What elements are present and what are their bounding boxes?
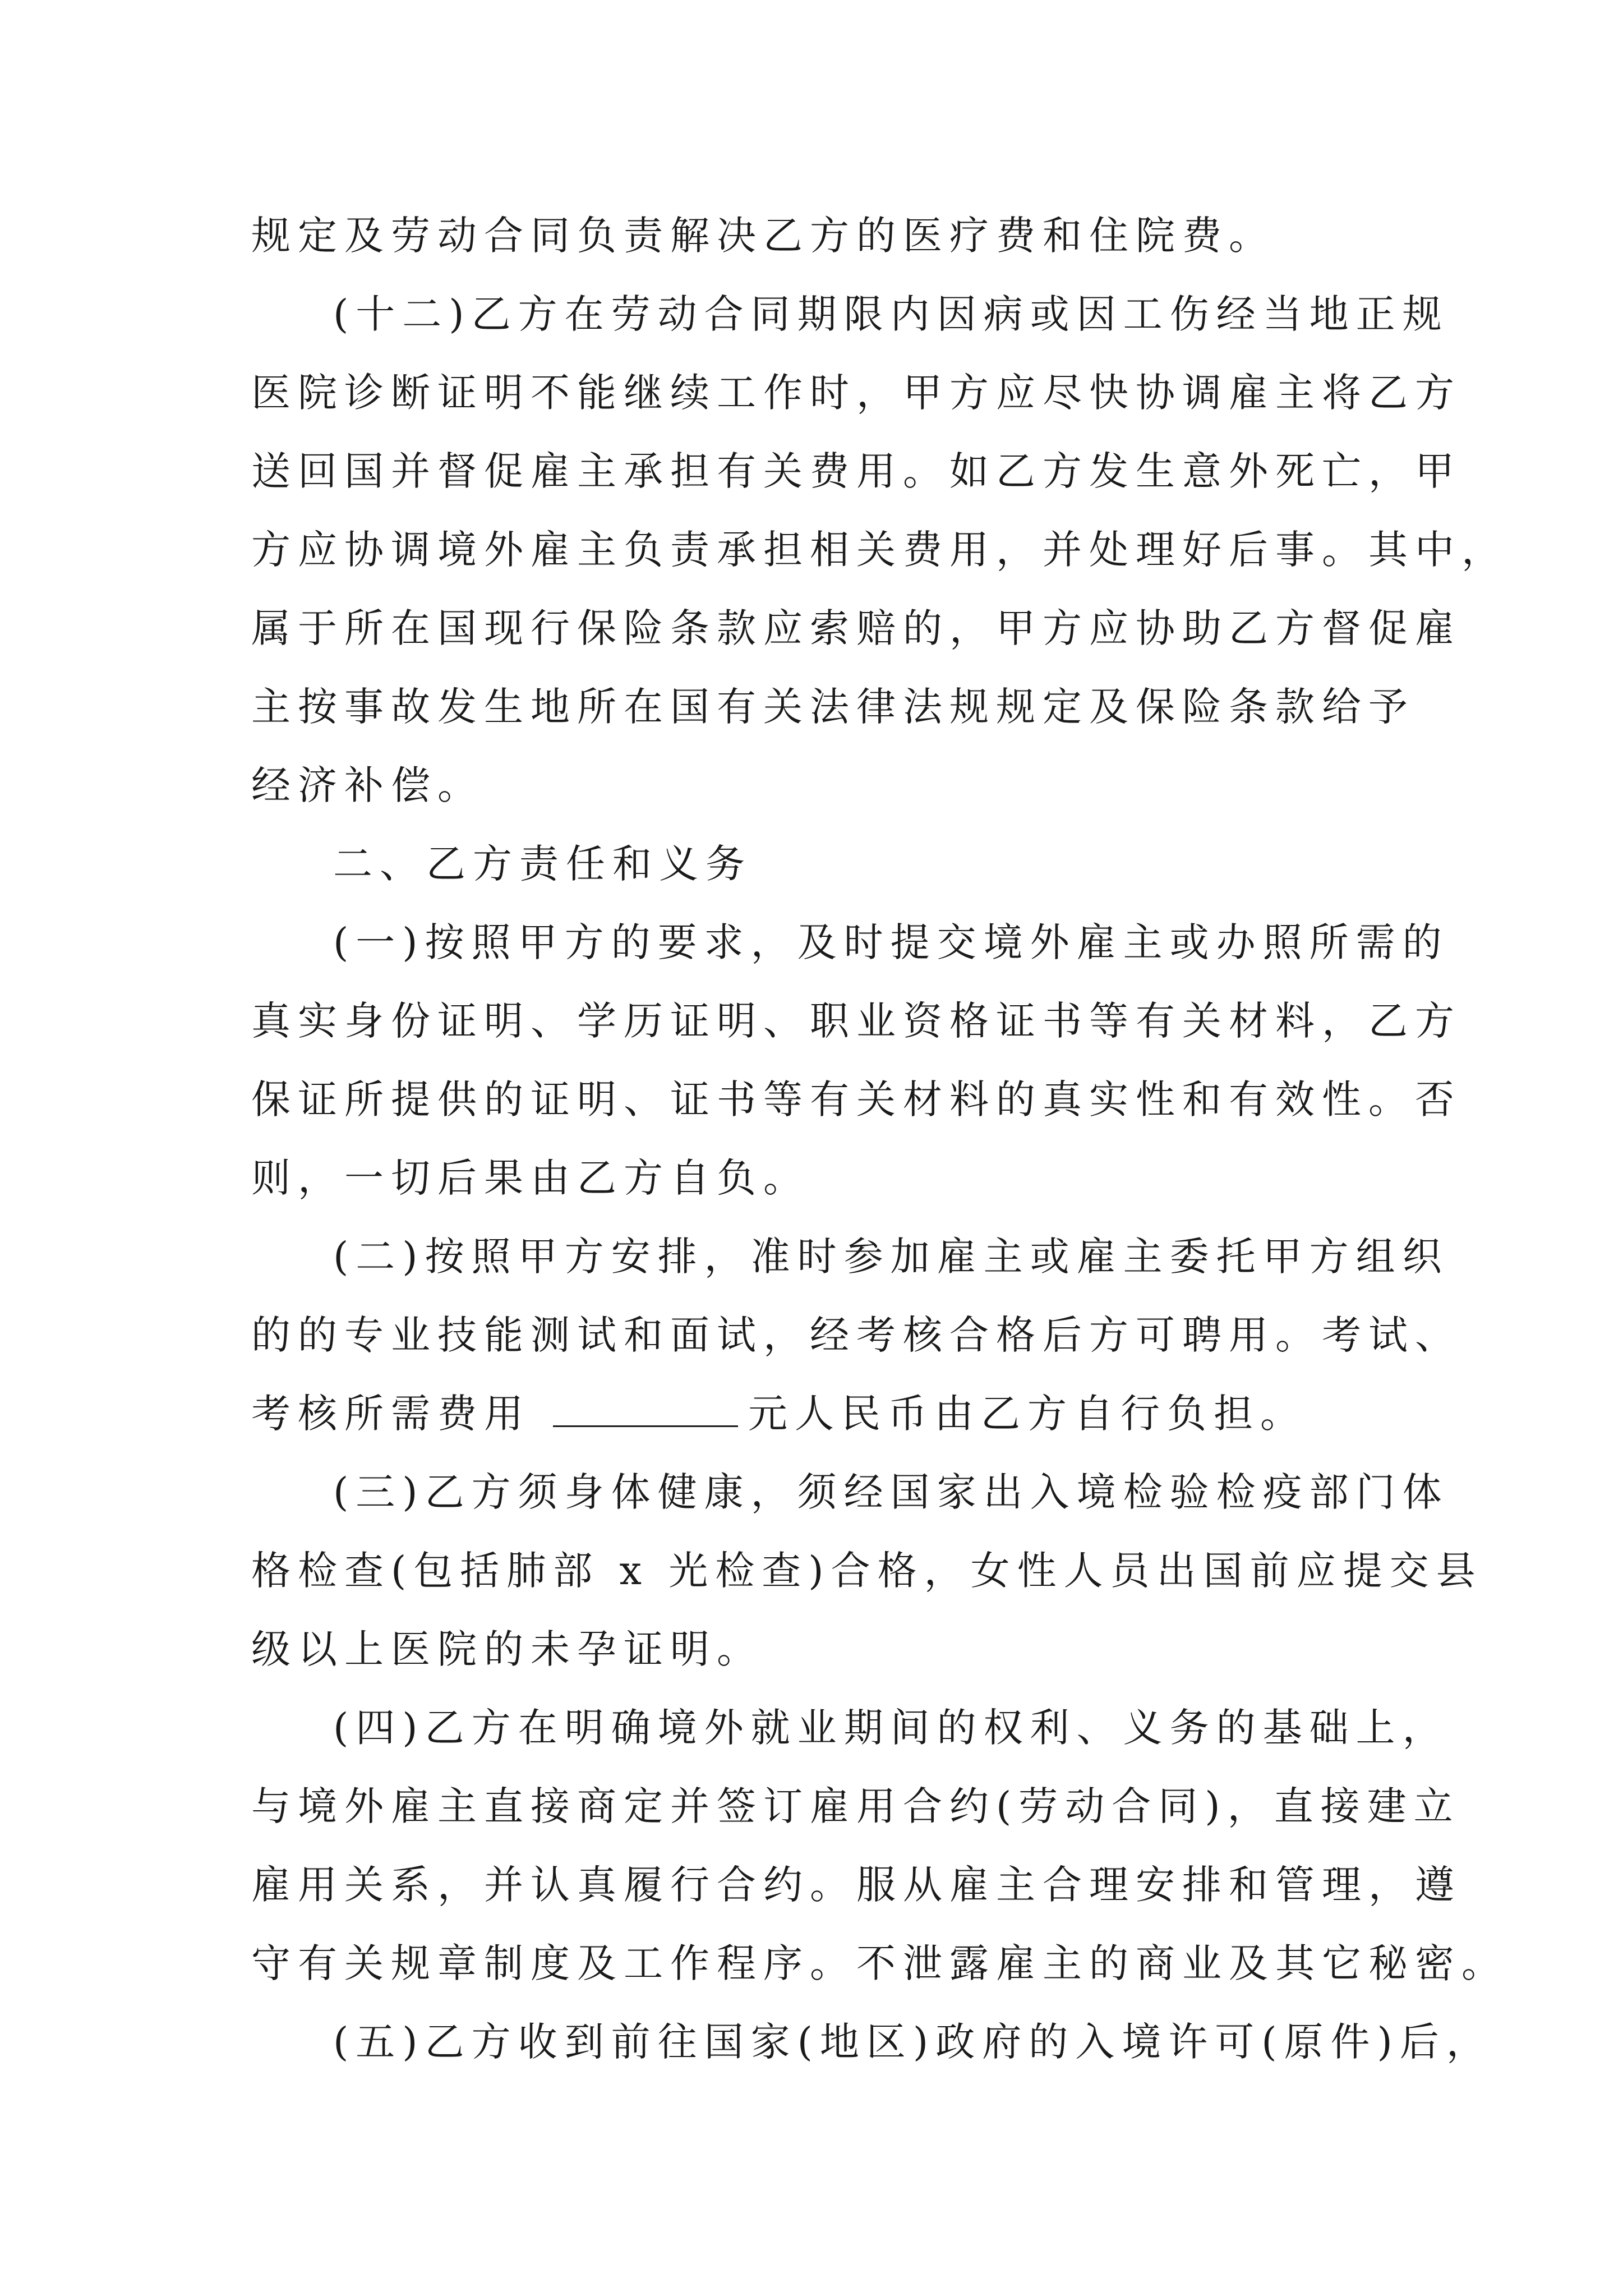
paragraph-line: 主按事故发生地所在国有关法律法规规定及保险条款给予 — [251, 684, 1415, 730]
section-heading: 二、乙方责任和义务 — [333, 841, 752, 887]
paragraph-line: 格检查(包括肺部 x 光检查)合格，女性人员出国前应提交县 — [251, 1548, 1483, 1594]
paragraph-line — [251, 1386, 1307, 1442]
paragraph-line: 守有关规章制度及工作程序。不泄露雇主的商业及其它秘密。 — [251, 1940, 1508, 1986]
paragraph-line: 规定及劳动合同负责解决乙方的医疗费和住院费。 — [251, 213, 1275, 259]
fee-text-before: 考核所需费用 — [251, 1391, 531, 1437]
paragraph-line: 送回国并督促雇主承担有关费用。如乙方发生意外死亡，甲 — [251, 448, 1461, 494]
paragraph-line: 的的专业技能测试和面试，经考核合格后方可聘用。考试、 — [251, 1312, 1461, 1358]
paragraph-line: (三)乙方须身体健康，须经国家出入境检验检疫部门体 — [333, 1469, 1449, 1515]
paragraph-line: 医院诊断证明不能继续工作时，甲方应尽快协调雇主将乙方 — [251, 370, 1461, 416]
paragraph-line: (二)按照甲方安排，准时参加雇主或雇主委托甲方组织 — [333, 1234, 1449, 1280]
paragraph-line: 保证所提供的证明、证书等有关材料的真实性和有效性。否 — [251, 1076, 1461, 1122]
fee-text-after: 元人民币由乙方自行负担。 — [748, 1391, 1307, 1437]
paragraph-line: 雇用关系，并认真履行合约。服从雇主合理安排和管理，遵 — [251, 1862, 1461, 1908]
paragraph-line: (五)乙方收到前往国家(地区)政府的入境许可(原件)后， — [333, 2019, 1493, 2065]
paragraph-line: 经济补偿。 — [251, 762, 484, 808]
paragraph-line: 与境外雇主直接商定并签订雇用合约(劳动合同)，直接建立 — [251, 1783, 1460, 1829]
fee-blank-field[interactable] — [553, 1423, 738, 1427]
paragraph-line: (一)按照甲方的要求，及时提交境外雇主或办照所需的 — [333, 919, 1449, 965]
paragraph-line: (十二)乙方在劳动合同期限内因病或因工伤经当地正规 — [333, 291, 1449, 337]
paragraph-line: 属于所在国现行保险条款应索赔的，甲方应协助乙方督促雇 — [251, 605, 1461, 651]
paragraph-line: 级以上医院的未孕证明。 — [251, 1626, 763, 1672]
paragraph-line: 方应协调境外雇主负责承担相关费用，并处理好后事。其中， — [251, 527, 1508, 573]
paragraph-line: 真实身份证明、学历证明、职业资格证书等有关材料，乙方 — [251, 998, 1461, 1044]
paragraph-line: (四)乙方在明确境外就业期间的权利、义务的基础上， — [333, 1705, 1449, 1751]
paragraph-line: 则，一切后果由乙方自负。 — [251, 1155, 810, 1201]
